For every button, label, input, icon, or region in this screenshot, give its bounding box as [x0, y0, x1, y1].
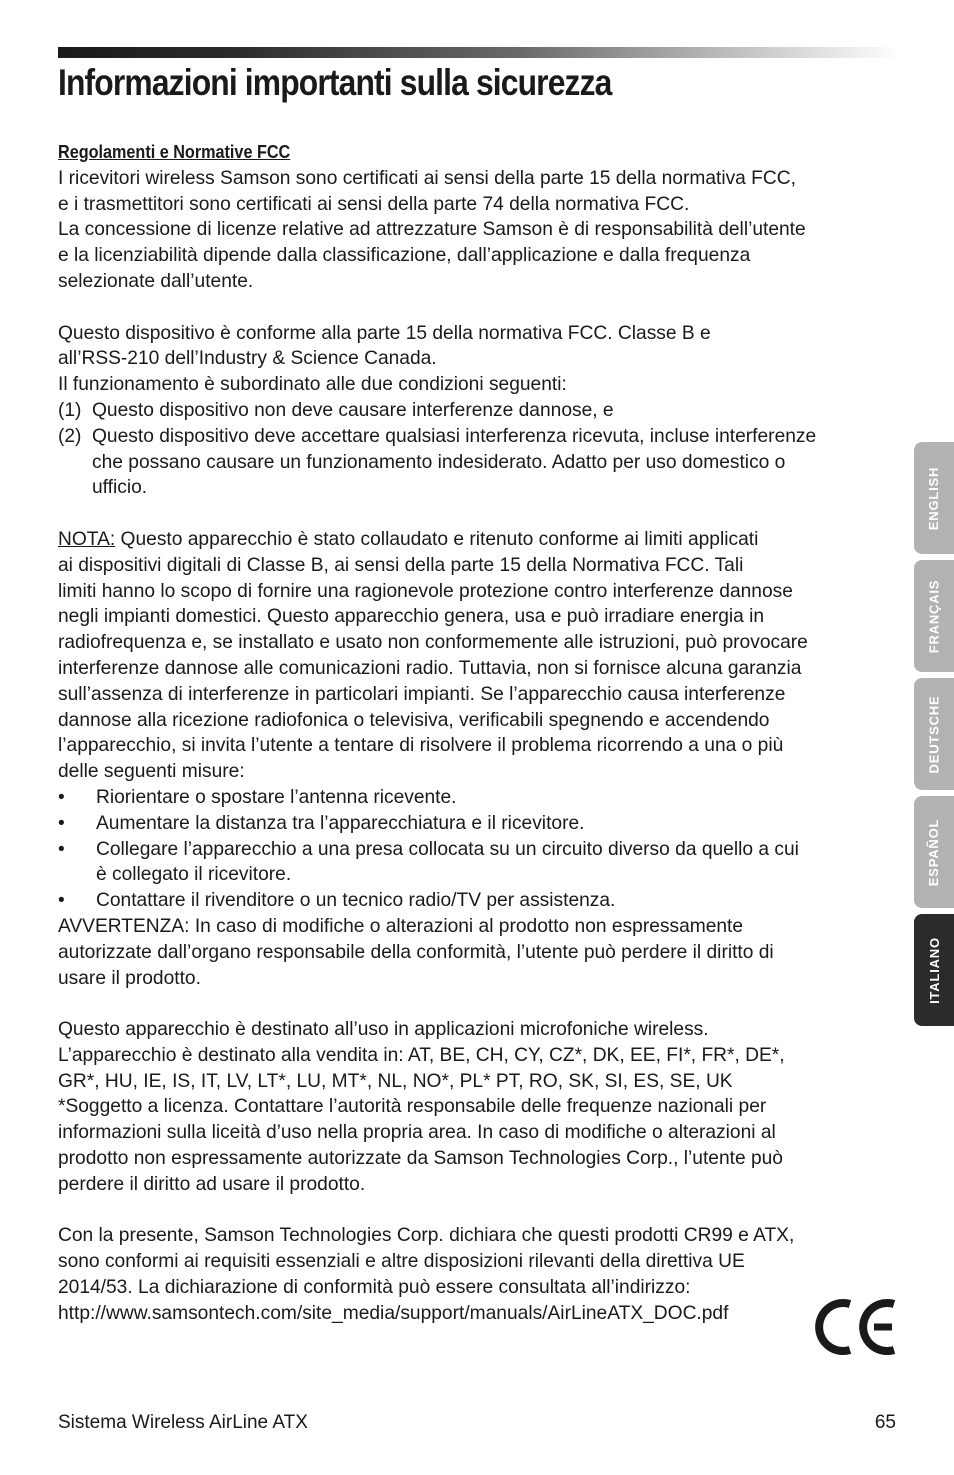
list-item-text	[96, 837, 903, 889]
nota-text: negli impianti domestici. Questo apparecchio genera, usa e può irradiare energia in	[58, 606, 765, 628]
text-line: L’apparecchio è destinato alla vendita in: AT, BE, CH, CY, CZ*, DK, EE, FI*, FR*, DE*,	[58, 1044, 785, 1066]
ce-mark-icon	[812, 1296, 898, 1358]
bullet-icon: •	[58, 812, 65, 834]
header-rule	[58, 47, 900, 58]
language-tab-label: ENGLISH	[926, 466, 942, 530]
document-body	[58, 140, 903, 1327]
text-line: che possano causare un funzionamento indesiderato. Adatto per uso domestico o	[92, 451, 786, 473]
list-item-text	[96, 811, 903, 837]
text-line: 2014/53. La dichiarazione di conformità può essere consultata all’indirizzo:	[58, 1277, 691, 1299]
text-line: Riorientare o spostare l’antenna ricevente.	[96, 786, 457, 808]
text-line: Collegare l’apparecchio a una presa collocata su un circuito diverso da quello a cui	[96, 838, 799, 860]
nota-text: delle seguenti misure:	[58, 761, 245, 783]
text-line: Questo apparecchio è destinato all’uso in applicazioni microfoniche wireless.	[58, 1019, 709, 1041]
page-title: Informazioni importanti sulla sicurezza	[58, 62, 612, 103]
condition-text	[92, 398, 903, 424]
nota-text: interferenze dannose alle comunicazioni radio. Tuttavia, non si fornisce alcuna garanzia	[58, 657, 802, 679]
language-tab-italiano[interactable]	[914, 914, 954, 1026]
condition-number: (2)	[58, 425, 82, 447]
list-item	[58, 785, 903, 811]
text-line: Il funzionamento è subordinato alle due condizioni seguenti:	[58, 374, 567, 396]
bullet-icon: •	[58, 890, 65, 912]
nota-text: Questo apparecchio è stato collaudato e ritenuto conforme ai limiti applicati	[115, 528, 759, 550]
paragraph-conformity	[58, 321, 903, 398]
bullet-icon: •	[58, 838, 65, 860]
paragraph-sales-countries	[58, 1017, 903, 1198]
text-line: è collegato il ricevitore.	[96, 864, 292, 886]
text-line	[58, 630, 903, 656]
footer-product-title: Sistema Wireless AirLine ATX	[58, 1412, 308, 1433]
text-line	[58, 579, 903, 605]
text-line: *Soggetto a licenza. Contattare l’autorità responsabile delle frequenze nazionali per	[58, 1096, 767, 1118]
list-item-text	[96, 888, 903, 914]
page-number: 65	[874, 1412, 896, 1433]
text-line	[58, 527, 903, 553]
text-line: Contattare il rivenditore o un tecnico radio/TV per assistenza.	[96, 890, 616, 912]
nota-label: NOTA:	[58, 528, 116, 550]
text-line	[58, 682, 903, 708]
language-tab-label: FRANÇAIS	[926, 579, 942, 653]
text-line: ufficio.	[92, 477, 148, 499]
text-line	[58, 553, 903, 579]
text-line: AVVERTENZA: In caso di modifiche o alterazioni al prodotto non espressamente	[58, 915, 744, 937]
conditions-list	[58, 398, 903, 501]
language-tab-deutsche[interactable]	[914, 678, 954, 790]
condition-item	[58, 398, 903, 424]
text-line: Questo dispositivo deve accettare qualsiasi interferenza ricevuta, incluse interferenze	[92, 425, 817, 447]
nota-text: sull’assenza di interferenze in particolari impianti. Se l’apparecchio causa interferenze	[58, 683, 786, 705]
language-tab-español[interactable]	[914, 796, 954, 908]
bullet-icon: •	[58, 786, 65, 808]
paragraph-declaration	[58, 1223, 903, 1326]
nota-text: l’apparecchio, si invita l’utente a tentare di risolvere il problema ricorrendo a una o più	[58, 735, 784, 757]
text-line: http://www.samsontech.com/site_media/support/manuals/AirLineATX_DOC.pdf	[58, 1302, 729, 1324]
list-item	[58, 811, 903, 837]
language-tab-label: ESPAÑOL	[926, 818, 942, 886]
list-item	[58, 888, 903, 914]
text-line	[58, 759, 903, 785]
condition-item	[58, 424, 903, 501]
section-heading-row	[58, 140, 903, 166]
text-line: Questo dispositivo è conforme alla parte 15 della normativa FCC. Classe B e	[58, 322, 711, 344]
condition-number: (1)	[58, 399, 82, 421]
text-line: e la licenziabilità dipende dalla classificazione, dall’applicazione e dalla frequenza	[58, 245, 751, 267]
language-tab-label: DEUTSCHE	[926, 695, 942, 773]
text-line	[58, 656, 903, 682]
nota-text: radiofrequenza e, se installato e usato non conformemente alle istruzioni, può provocare	[58, 632, 808, 654]
text-line: perdere il diritto ad usare il prodotto.	[58, 1173, 366, 1195]
text-line	[58, 733, 903, 759]
condition-text	[92, 424, 903, 501]
text-line: all’RSS-210 dell’Industry & Science Canada.	[58, 348, 437, 370]
text-line: GR*, HU, IE, IS, IT, LV, LT*, LU, MT*, NL, NO*, PL* PT, RO, SK, SI, ES, SE, UK	[58, 1070, 733, 1092]
section-heading: Regolamenti e Normative FCC	[58, 142, 291, 162]
language-tab-label: ITALIANO	[926, 936, 942, 1004]
list-item-text	[96, 785, 903, 811]
text-line: usare il prodotto.	[58, 967, 201, 989]
measures-list	[58, 785, 903, 914]
text-line: sono conformi ai requisiti essenziali e altre disposizioni rilevanti della direttiva UE	[58, 1251, 745, 1273]
text-line: Questo dispositivo non deve causare interferenze dannose, e	[92, 399, 614, 421]
text-line: autorizzate dall’organo responsabile della conformità, l’utente può perdere il diritto di	[58, 941, 774, 963]
text-line: I ricevitori wireless Samson sono certificati ai sensi della parte 15 della normativa FCC,	[58, 167, 796, 189]
text-line: Con la presente, Samson Technologies Corp. dichiara che questi prodotti CR99 e ATX,	[58, 1225, 795, 1247]
paragraph-nota	[58, 527, 903, 785]
paragraph-fcc-certification	[58, 166, 903, 295]
nota-text: limiti hanno lo scopo di fornire una ragionevole protezione contro interferenze dannose	[58, 580, 793, 602]
text-line	[58, 604, 903, 630]
language-tab-français[interactable]	[914, 560, 954, 672]
language-tab-english[interactable]	[914, 442, 954, 554]
text-line	[58, 708, 903, 734]
nota-text: ai dispositivi digitali di Classe B, ai sensi della parte 15 della Normativa FCC. Tali	[58, 554, 744, 576]
text-line: La concessione di licenze relative ad attrezzature Samson è di responsabilità dell’utente	[58, 219, 806, 241]
text-line: informazioni sulla liceità d’uso nella propria area. In caso di modifiche o alterazioni al	[58, 1122, 776, 1144]
text-line: Aumentare la distanza tra l’apparecchiatura e il ricevitore.	[96, 812, 585, 834]
text-line: e i trasmettitori sono certificati ai sensi della parte 74 della normativa FCC.	[58, 193, 690, 215]
paragraph-warning	[58, 914, 903, 991]
text-line: selezionate dall’utente.	[58, 270, 254, 292]
list-item	[58, 837, 903, 889]
nota-text: dannose alla ricezione radiofonica o televisiva, verificabili spegnendo e accendendo	[58, 709, 770, 731]
text-line: prodotto non espressamente autorizzate da Samson Technologies Corp., l’utente può	[58, 1148, 783, 1170]
